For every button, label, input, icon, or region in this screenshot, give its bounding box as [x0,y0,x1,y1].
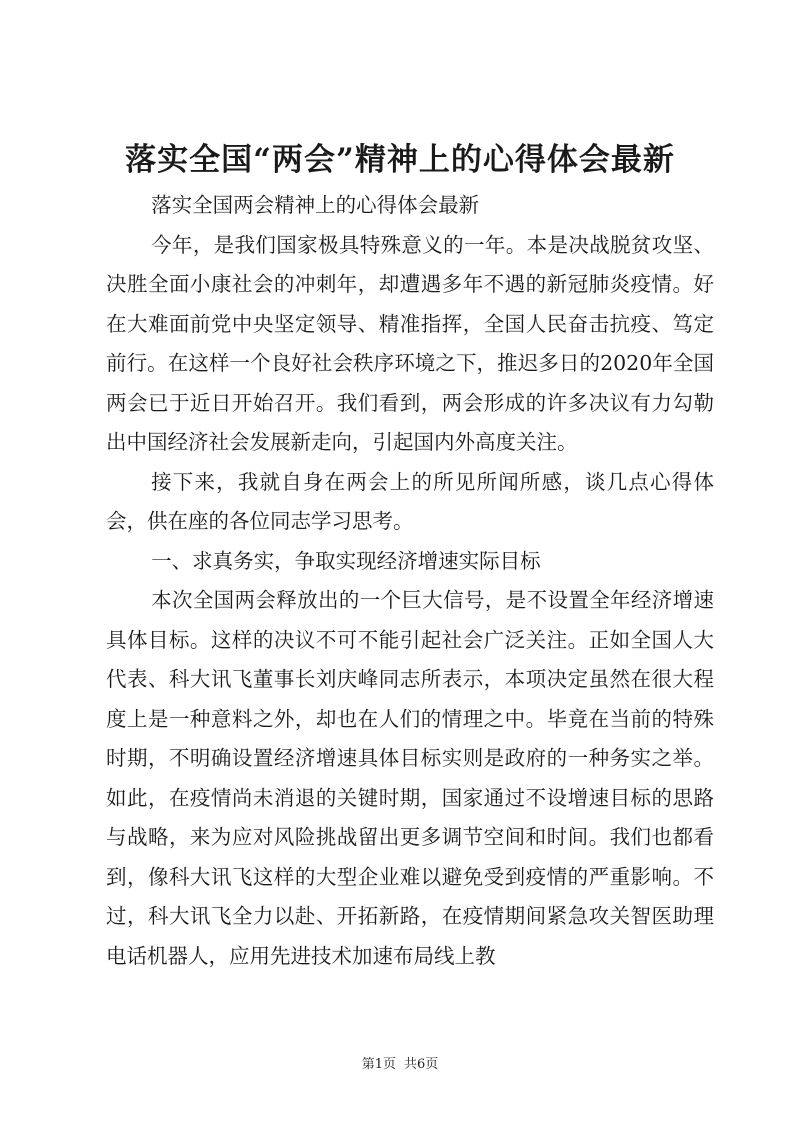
document-body [106,186,714,976]
page-footer [0,1055,800,1075]
section-heading-1: 一、求真务实，争取实现经济增速实际目标 [151,548,541,573]
page-total: 共6页 [404,1057,439,1072]
page-number: 第1页 [361,1057,396,1072]
paragraph-section-1: 本次全国两会释放出的一个巨大信号，是不设置全年经济增速具体目标。这样的决议不可不能引起社会广泛关注。正如全国人大代表、科大讯飞董事长刘庆峰同志所表示，本项决定虽然在很大程度上是一种意料之外，却也在人们的情理之中。毕竟在当前的特殊时期，不明确设置经济增速具体目标实则是政府的一种务实之举。如此，在疫情尚未消退的关键时期，国家通过不设增速目标的思路与战略，来为应对风险挑战留出更多调节空间和时间。我们也都看到，像科大讯飞这样的大型企业难以避免受到疫情的严重影响。不过，科大讯飞全力以赴、开拓新路，在疫情期间紧急攻关智医助理电话机器人，应用先进技术加速布局线上教 [106,588,714,968]
paragraph-intro: 今年，是我们国家极具特殊意义的一年。本是决战脱贫攻坚、决胜全面小康社会的冲刺年，却遭遇多年不遇的新冠肺炎疫情。好在大难面前党中央坚定领导、精准指挥，全国人民奋击抗疫、笃定前行。在这样一个良好社会秩序环境之下，推迟多日的2020年全国两会已于近日开始召开。我们看到，两会形成的许多决议有力勾勒出中国经济社会发展新走向，引起国内外高度关注。 [106,232,714,454]
paragraph-transition: 接下来，我就自身在两会上的所见所闻所感，谈几点心得体会，供在座的各位同志学习思考。 [106,469,714,533]
document-title: 落实全国“两会”精神上的心得体会最新 [125,142,675,178]
paragraph-subtitle: 落实全国两会精神上的心得体会最新 [151,193,480,217]
